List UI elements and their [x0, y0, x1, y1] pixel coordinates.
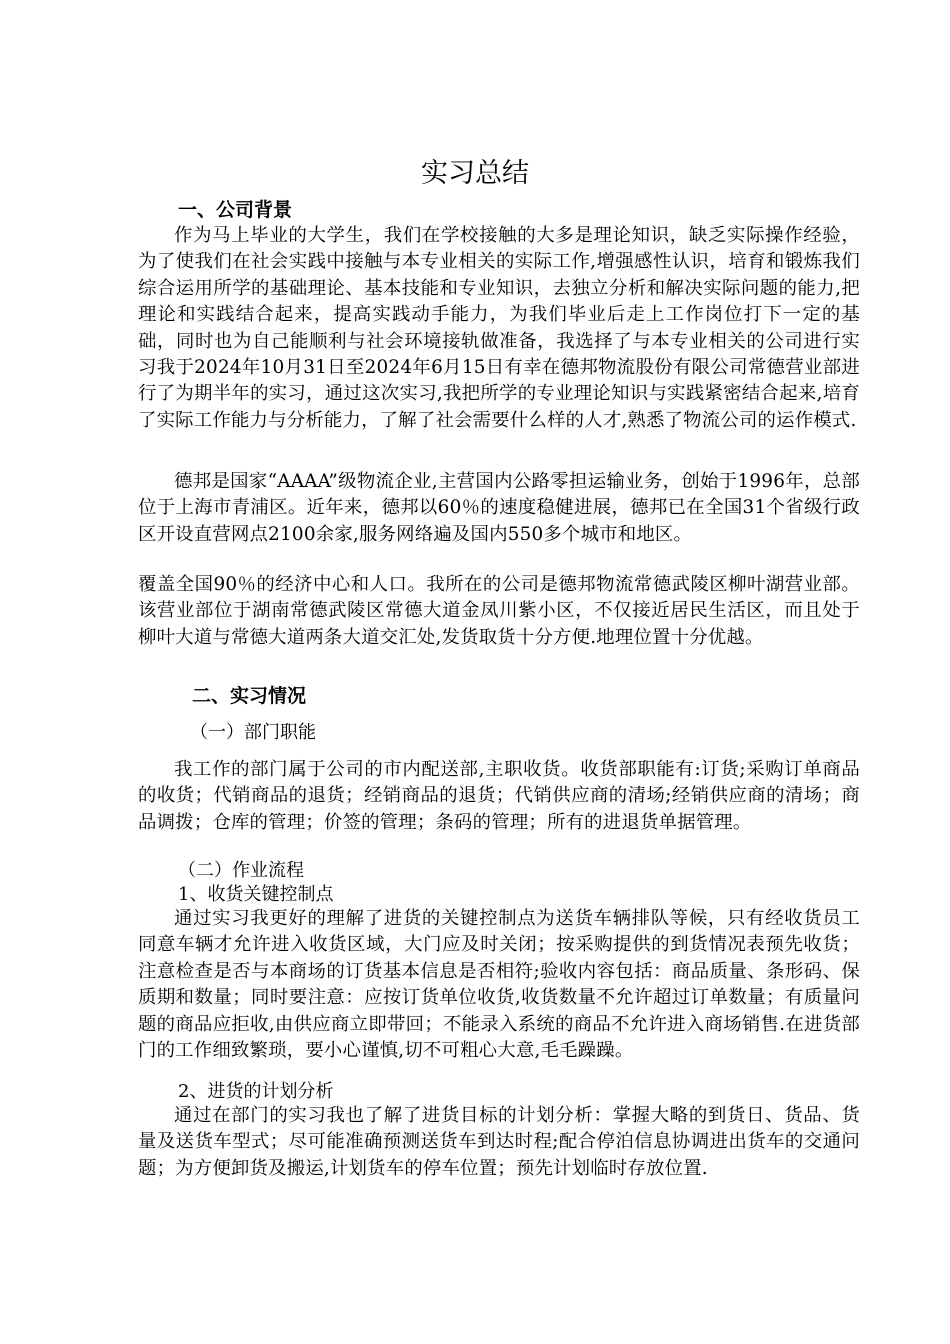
subsection-heading-workflow: （二）作业流程	[178, 860, 304, 881]
section-heading-internship: 二、实习情况	[192, 685, 307, 707]
paragraph-branch-location: 覆盖全国90％的经济中心和人口。我所在的公司是德邦物流常德武陵区柳叶湖营业部。该营业部位于湖南常德武陵区常德大道金凤川紫小区，不仅接近居民生活区，而且处于柳叶大道与常德大道两条大道交汇处,发货取货十分方便.地理位置十分优越。	[138, 574, 860, 648]
paragraph-intro: 作为马上毕业的大学生，我们在学校接触的大多是理论知识，缺乏实际操作经验，为了使我们在社会实践中接触与本专业相关的实际工作,增强感性认识，培育和锻炼我们综合运用所学的基础理论、基本技能和专业知识，去独立分析和解决实际问题的能力,把理论和实践结合起来，提高实践动手能力，为我们毕业后走上工作岗位打下一定的基础，同时也为自己能顺利与社会环境接轨做准备，我选择了与本专业相关的公司进行实习我于2024年10月31日至2024年6月15日有幸在德邦物流股份有限公司常德营业部进行了为期半年的实习，通过这次实习,我把所学的专业理论知识与实践紧密结合起来,培育了实际工作能力与分析能力，了解了社会需要什么样的人才,熟悉了物流公司的运作模式.	[138, 225, 860, 431]
subsection-heading-department: （一）部门职能	[190, 722, 316, 743]
section-heading-company-background: 一、公司背景	[178, 199, 293, 221]
item-heading-receiving-control: 1、收货关键控制点	[178, 884, 334, 905]
paragraph-department-functions: 我工作的部门属于公司的市内配送部,主职收货。收货部职能有:订货;采购订单商品的收货；代销商品的退货；经销商品的退货；代销供应商的清场;经销供应商的清场；商品调拨；仓库的管理；价签的管理；条码的管理；所有的进退货单据管理。	[138, 759, 860, 833]
document-title: 实习总结	[421, 158, 529, 189]
paragraph-receiving-control: 通过实习我更好的理解了进货的关键控制点为送货车辆排队等候，只有经收货员工同意车辆才允许进入收货区域，大门应及时关闭；按采购提供的到货情况表预先收货；注意检查是否与本商场的订货基本信息是否相符;验收内容包括：商品质量、条形码、保质期和数量；同时要注意：应按订货单位收货,收货数量不允许超过订单数量；有质量问题的商品应拒收,由供应商立即带回；不能录入系统的商品不允许进入商场销售.在进货部门的工作细致繁琐，要小心谨慎,切不可粗心大意,毛毛躁躁。	[138, 908, 860, 1062]
item-heading-purchase-plan: 2、进货的计划分析	[178, 1081, 334, 1102]
paragraph-company-profile: 德邦是国家“AAAA”级物流企业,主营国内公路零担运输业务，创始于1996年，总部位于上海市青浦区。近年来，德邦以60％的速度稳健进展，德邦已在全国31个省级行政区开设直营网点2100余家,服务网络遍及国内550多个城市和地区。	[138, 471, 860, 545]
paragraph-purchase-plan: 通过在部门的实习我也了解了进货目标的计划分析：掌握大略的到货日、货品、货量及送货车型式；尽可能准确预测送货车到达时程;配合停泊信息协调进出货车的交通问题；为方便卸货及搬运,计划货车的停车位置；预先计划临时存放位置.	[138, 1105, 860, 1179]
